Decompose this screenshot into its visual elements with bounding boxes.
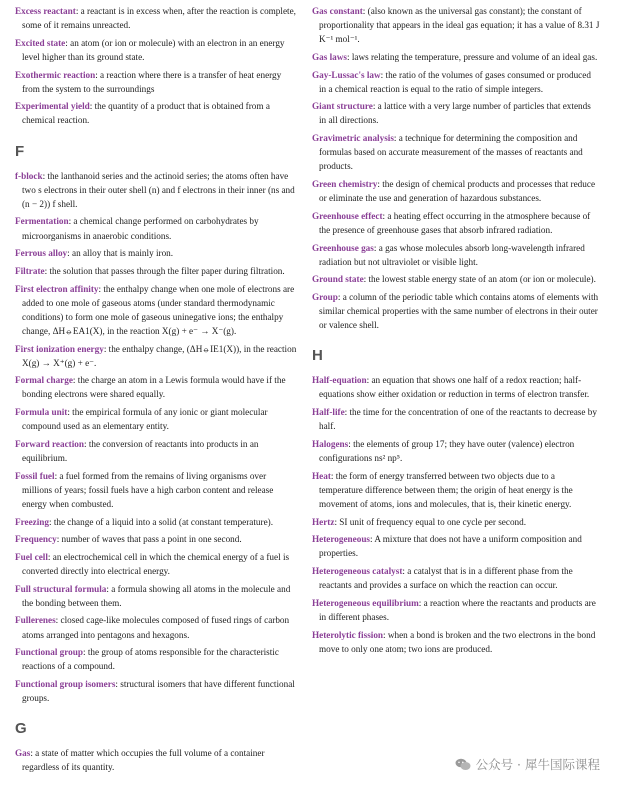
glossary-entry xyxy=(15,99,297,127)
glossary-entry xyxy=(15,68,297,96)
glossary-term: First ionization energy xyxy=(15,343,104,354)
glossary-entry xyxy=(312,628,600,656)
glossary-entry xyxy=(312,4,600,46)
glossary-definition: : the lowest stable energy state of an atom (or ion or molecule). xyxy=(363,274,596,285)
glossary-definition: : the enthalpy change, (ΔH⦵IE1(X)), in the reaction X(g) → X⁺(g) + e⁻. xyxy=(22,343,297,368)
glossary-term: Heterogeneous equilibrium xyxy=(312,597,419,608)
watermark-text: 公众号 · 犀牛国际课程 xyxy=(475,757,600,772)
glossary-entry xyxy=(15,246,297,260)
glossary-definition: : the elements of group 17; they have outer (valence) electron configurations ns² np⁵. xyxy=(319,438,575,463)
glossary-definition: : a state of matter which occupies the full volume of a container regardless of its quantity. xyxy=(22,748,265,773)
glossary-entry xyxy=(312,68,600,96)
glossary-entry xyxy=(312,209,600,237)
glossary-term: Fossil fuel xyxy=(15,470,55,481)
glossary-term: Filtrate xyxy=(15,265,45,276)
glossary-definition: : the solution that passes through the filter paper during filtration. xyxy=(44,265,285,276)
glossary-term: Full structural formula xyxy=(15,583,107,594)
glossary-definition: : number of waves that pass a point in one second. xyxy=(56,534,242,545)
glossary-definition: : the conversion of reactants into products in an equilibrium. xyxy=(22,438,259,463)
glossary-definition: : the charge an atom in a Lewis formula would have if the bonding electrons were shared equally. xyxy=(22,375,286,400)
glossary-term: Heterogeneous catalyst xyxy=(312,566,403,576)
glossary-definition: : an alloy that is mainly iron. xyxy=(67,248,174,259)
glossary-term: Frequency xyxy=(15,534,57,545)
entries-g xyxy=(312,4,600,332)
glossary-entry xyxy=(312,272,600,286)
glossary-entry xyxy=(15,282,297,338)
glossary-term: Heterogeneous xyxy=(312,534,371,545)
wechat-icon xyxy=(455,758,471,771)
glossary-term: Heat xyxy=(312,470,331,481)
glossary-definition: : a reactant is in excess when, after the reaction is complete, some of it remains unreacted. xyxy=(22,6,296,31)
glossary-entry xyxy=(312,596,600,624)
glossary-entry xyxy=(15,36,297,64)
glossary-definition: : a column of the periodic table which contains atoms of elements with similar chemical properties with the same number of electrons in their outer or valence shell. xyxy=(319,292,599,331)
glossary-term: Ground state xyxy=(312,274,364,285)
glossary-term: Gravimetric analysis xyxy=(312,133,394,144)
glossary-definition: : an electrochemical cell in which the chemical energy of a fuel is converted directly into electrical energy. xyxy=(22,551,290,576)
glossary-entry xyxy=(15,405,297,433)
glossary-term: Gay-Lussac's law xyxy=(312,69,381,80)
glossary-entry xyxy=(15,437,297,465)
glossary-definition: : A mixture that does not have a uniform composition and properties. xyxy=(319,534,582,559)
glossary-term: Halogens xyxy=(312,438,349,449)
glossary-term: Ferrous alloy xyxy=(15,248,68,259)
section-letter-g: G xyxy=(15,720,27,738)
glossary-definition: : the group of atoms responsible for the characteristic reactions of a compound. xyxy=(22,647,279,672)
glossary-term: Hertz xyxy=(312,516,335,527)
glossary-term: f-block xyxy=(15,170,43,181)
glossary-definition: : a reaction where there is a transfer of heat energy from the system to the surroundings xyxy=(22,69,282,94)
glossary-entry xyxy=(15,645,297,673)
glossary-definition: : an equation that shows one half of a redox reaction; half-equations show either oxidation or reduction in terms of electron transfer. xyxy=(319,375,590,400)
entries-f xyxy=(15,169,297,706)
glossary-entry xyxy=(15,550,297,578)
glossary-entry xyxy=(312,241,600,269)
glossary-term: Experimental yield xyxy=(15,101,90,112)
glossary-definition: : a lattice with a very large number of particles that extends in all directions. xyxy=(319,101,591,126)
glossary-entry xyxy=(15,677,297,705)
entries-h xyxy=(312,373,600,655)
glossary-term: Gas laws xyxy=(312,51,347,62)
glossary-right-column xyxy=(312,4,600,659)
glossary-entry xyxy=(312,290,600,332)
glossary-definition: : a technique for determining the composition and formulas based on accurate measurement of the masses of reactants and products. xyxy=(319,133,583,172)
glossary-definition: : the ratio of the volumes of gases consumed or produced in a chemical reaction is equal to the ratio of simple integers. xyxy=(319,69,591,94)
glossary-entry xyxy=(312,99,600,127)
glossary-term: Freezing xyxy=(15,516,50,527)
glossary-entry xyxy=(15,373,297,401)
glossary-entry xyxy=(312,373,600,401)
glossary-term: Excess reactant xyxy=(15,6,76,16)
glossary-term: Forward reaction xyxy=(15,438,84,449)
glossary-entry xyxy=(312,50,600,64)
glossary-term: Fuel cell xyxy=(15,551,48,562)
glossary-definition: : the change of a liquid into a solid (at constant temperature). xyxy=(49,516,274,527)
section-letter-h: H xyxy=(312,347,323,365)
glossary-definition: : the lanthanoid series and the actinoid series; the atoms often have two s electrons in their outer shell (n) and f electrons in their inner (ns and (n − 2)) f shell. xyxy=(22,170,295,209)
glossary-entry xyxy=(15,582,297,610)
glossary-entry xyxy=(312,131,600,173)
glossary-term: Exothermic reaction xyxy=(15,69,96,80)
glossary-term: Group xyxy=(312,292,338,303)
glossary-term: Gas xyxy=(15,748,31,759)
glossary-entry xyxy=(312,177,600,205)
glossary-entry xyxy=(15,532,297,546)
glossary-entry xyxy=(312,405,600,433)
glossary-definition: : a fuel formed from the remains of living organisms over millions of years; fossil fuels have a high carbon content and release energy when combusted. xyxy=(22,470,274,509)
glossary-entry xyxy=(15,515,297,529)
glossary-term: Formal charge xyxy=(15,375,73,386)
glossary-entry xyxy=(15,264,297,278)
glossary-definition: : a catalyst that is in a different phase from the reactants and provides a surface on which the reaction can occur. xyxy=(319,566,573,591)
glossary-definition: : SI unit of frequency equal to one cycle per second. xyxy=(334,516,527,527)
glossary-definition: : the form of energy transferred between two objects due to a temperature difference between them; the origin of heat energy is the movement of atoms, ions and molecules, that is, their kinetic energy. xyxy=(319,470,573,509)
glossary-definition: : structural isomers that have different functional groups. xyxy=(22,679,295,704)
glossary-term: Excited state xyxy=(15,37,66,48)
glossary-term: Fermentation xyxy=(15,216,69,227)
glossary-definition: : a gas whose molecules absorb long-wavelength infrared radiation but not ultraviolet or visible light. xyxy=(319,242,585,267)
glossary-term: Functional group xyxy=(15,647,83,658)
glossary-entry xyxy=(312,437,600,465)
glossary-definition: : (also known as the universal gas constant); the constant of proportionality that appears in the ideal gas equation; it has a value of 8.31 J K⁻¹ mol⁻¹. xyxy=(319,6,600,45)
glossary-entry xyxy=(15,214,297,242)
glossary-definition: : a reaction where the reactants and products are in different phases. xyxy=(319,597,596,622)
glossary-definition: : the quantity of a product that is obtained from a chemical reaction. xyxy=(22,101,270,126)
glossary-definition: : the time for the concentration of one of the reactants to decrease by half. xyxy=(319,407,597,432)
glossary-term: Gas constant xyxy=(312,6,363,16)
glossary-term: Formula unit xyxy=(15,407,68,418)
watermark xyxy=(455,755,600,773)
glossary-definition: : a formula showing all atoms in the molecule and the bonding between them. xyxy=(22,583,291,608)
section-letter-f: F xyxy=(15,142,25,160)
glossary-entry xyxy=(15,613,297,641)
glossary-term: First electron affinity xyxy=(15,283,99,294)
glossary-definition: : the empirical formula of any ionic or giant molecular compound used as an elementary entity. xyxy=(22,407,268,432)
glossary-entry xyxy=(15,469,297,511)
glossary-definition: : an atom (or ion or molecule) with an electron in an energy level higher than its ground state. xyxy=(22,37,285,62)
glossary-term: Fullerenes xyxy=(15,615,56,626)
glossary-definition: : laws relating the temperature, pressure and volume of an ideal gas. xyxy=(346,51,598,62)
glossary-term: Heterolytic fission xyxy=(312,629,384,640)
glossary-entry xyxy=(312,515,600,529)
glossary-entry xyxy=(15,342,297,370)
glossary-term: Greenhouse gas xyxy=(312,242,374,253)
glossary-entry xyxy=(312,564,600,592)
glossary-left-column xyxy=(15,4,297,778)
glossary-definition: : the design of chemical products and processes that reduce or eliminate the use and generation of hazardous substances. xyxy=(319,179,596,204)
glossary-entry xyxy=(15,746,297,774)
glossary-entry xyxy=(312,469,600,511)
glossary-entry xyxy=(15,4,297,32)
glossary-term: Half-life xyxy=(312,407,345,418)
glossary-term: Greenhouse effect xyxy=(312,210,383,221)
glossary-entry xyxy=(15,169,297,211)
glossary-term: Half-equation xyxy=(312,375,367,386)
glossary-definition: : the enthalpy change when one mole of electrons are added to one mole of gaseous atoms (under standard thermodynamic conditions) to form one mole of gaseous uninegative ions; the enthalpy change, ΔH⦵EA1(X), in the reaction X(g) + e⁻ → X⁻(g). xyxy=(22,283,295,336)
glossary-definition: : a heating effect occurring in the atmosphere because of the presence of greenhouse gases that absorb infrared radiation. xyxy=(319,210,591,235)
entries-e xyxy=(15,4,297,128)
entries-g-start xyxy=(15,746,297,774)
glossary-term: Functional group isomers xyxy=(15,679,116,690)
glossary-entry xyxy=(312,532,600,560)
glossary-definition: : a chemical change performed on carbohydrates by microorganisms in anaerobic conditions. xyxy=(22,216,259,241)
glossary-term: Giant structure xyxy=(312,101,373,112)
glossary-definition: : closed cage-like molecules composed of fused rings of carbon atoms arranged into pentagons and hexagons. xyxy=(22,615,290,640)
glossary-definition: : when a bond is broken and the two electrons in the bond move to only one atom; two ions are produced. xyxy=(319,629,596,654)
glossary-term: Green chemistry xyxy=(312,179,378,189)
